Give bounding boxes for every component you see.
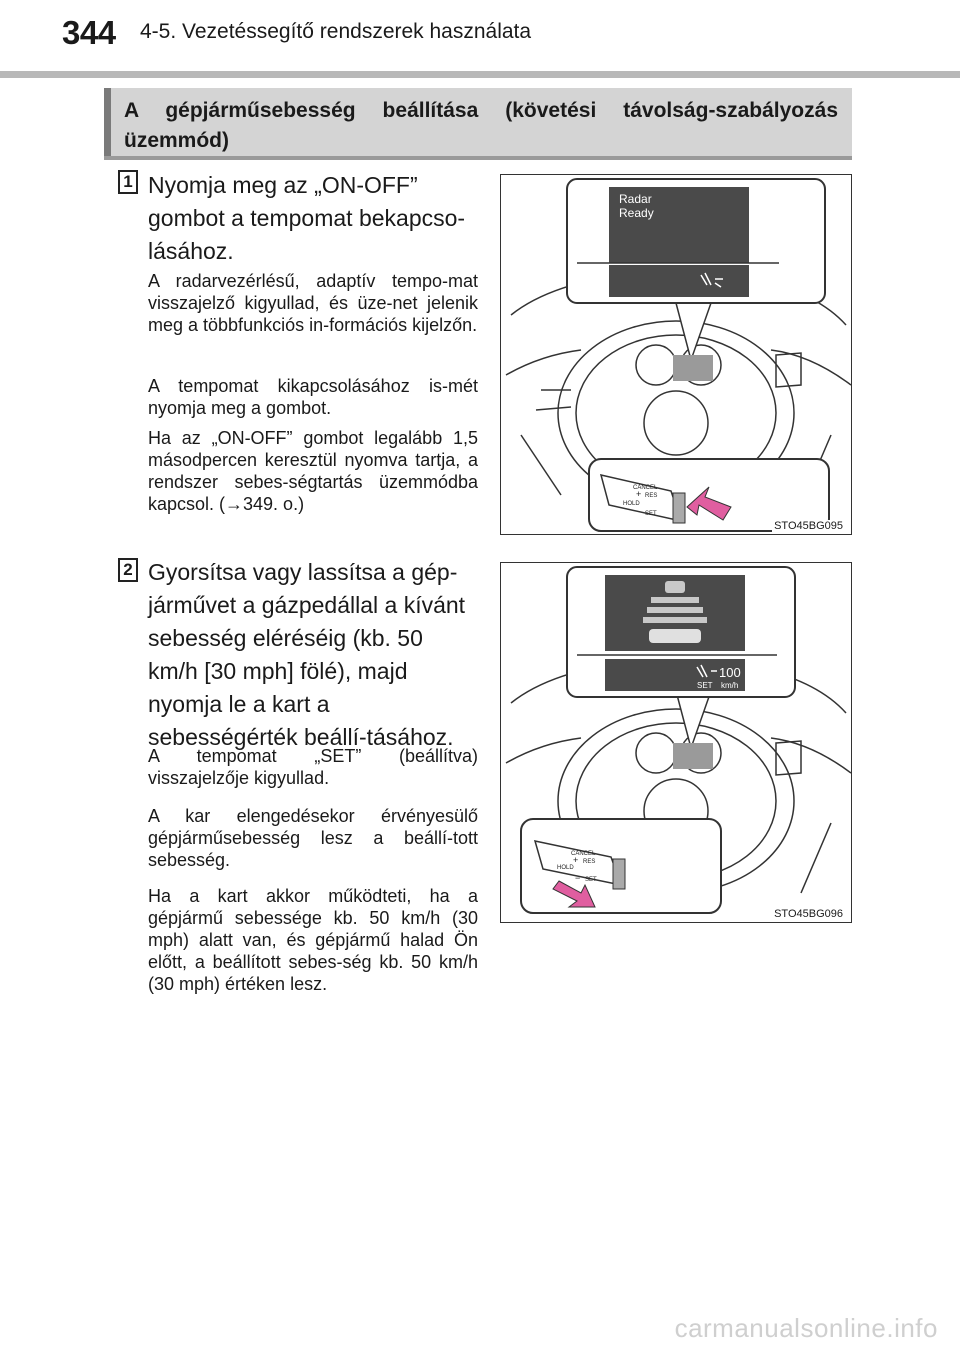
chapter-title: 4-5. Vezetéssegítő rendszerek használata (140, 20, 532, 43)
page-number: 344 (62, 14, 116, 51)
step-1-note-1: A radarvezérlésű, adaptív tempo-mat visszajelző kigyullad, és üze-net jelenik meg a többfunkciós in-formációs kijelzőn. (148, 271, 478, 335)
step-2-note-2: A kar elengedésekor érvényesülő gépjárműsebesség lesz a beállí-tott sebesség. (148, 806, 478, 870)
step-2-note-1: A tempomat „SET” (beállítva) visszajelzője kigyullad. (148, 746, 478, 788)
step-1-note-3: Ha az „ON-OFF” gombot legalább 1,5 másodpercen keresztül nyomva tartja, a rendszer sebes-ségtartás üzemmódba kapcsol. (→349. o.) (148, 428, 478, 514)
step-2-badge: 2 (118, 558, 138, 582)
step-1-main-text: Nyomja meg az „ON-OFF” gombot a tempomat bekapcso-lásához. (148, 172, 466, 264)
figure-2-lever-hold: HOLD (557, 865, 574, 871)
figure-1-illustration (501, 175, 852, 535)
step-1-badge: 1 (118, 170, 138, 194)
section-heading-box (104, 88, 852, 160)
figure-1-lever-cancel: CANCEL (633, 485, 658, 491)
step-2-note-3: Ha a kart akkor működteti, ha a gépjármű sebessége kb. 50 km/h (30 mph) alatt van, és gépjármű halad Ön előtt, a beállított sebes-ség kb. 50 km/h (30 mph) értéken lesz. (148, 886, 478, 994)
header-rule (0, 71, 960, 78)
figure-2-lever-cancel: CANCEL (571, 851, 596, 857)
section-title: A gépjárműsebesség beállítása (követési távolság-szabályozás üzemmód) (124, 99, 838, 152)
site-footer: carmanualsonline.info (674, 1313, 938, 1343)
figure-2-lever-plus: + (573, 855, 579, 865)
figure-2-lever-minus: − (575, 873, 581, 883)
figure-1-lever-hold: HOLD (623, 501, 640, 507)
figure-1-lever-set: SET (645, 511, 657, 517)
figure-2-code: STO45BG096 (774, 908, 843, 920)
step-2-main-text: Gyorsítsa vagy lassítsa a gép-járművet a gázpedállal a kívánt sebesség eléréséig (kb. 50 km/h [30 mph] fölé), majd nyomja le a kart a sebességérték beállí-tásához. (148, 559, 466, 750)
figure-1-lever-res: RES (645, 493, 658, 499)
figure-2-speed-value: 100 (719, 665, 741, 680)
figure-1-display-line1: Radar (619, 192, 652, 206)
figure-1-code: STO45BG095 (774, 520, 843, 532)
step-1-note-2: A tempomat kikapcsolásához is-mét nyomja meg a gombot. (148, 376, 478, 418)
figure-2-speed-unit: km/h (721, 681, 739, 690)
figure-2-lever-res: RES (583, 859, 596, 865)
figure-2-illustration (501, 563, 852, 923)
figure-2 (500, 562, 852, 923)
figure-2-set-label: SET (697, 681, 713, 690)
figure-1 (500, 174, 852, 535)
figure-1-lever-plus: + (636, 489, 642, 499)
figure-1-display-line2: Ready (619, 206, 654, 220)
figure-2-lever-set: SET (585, 877, 597, 883)
